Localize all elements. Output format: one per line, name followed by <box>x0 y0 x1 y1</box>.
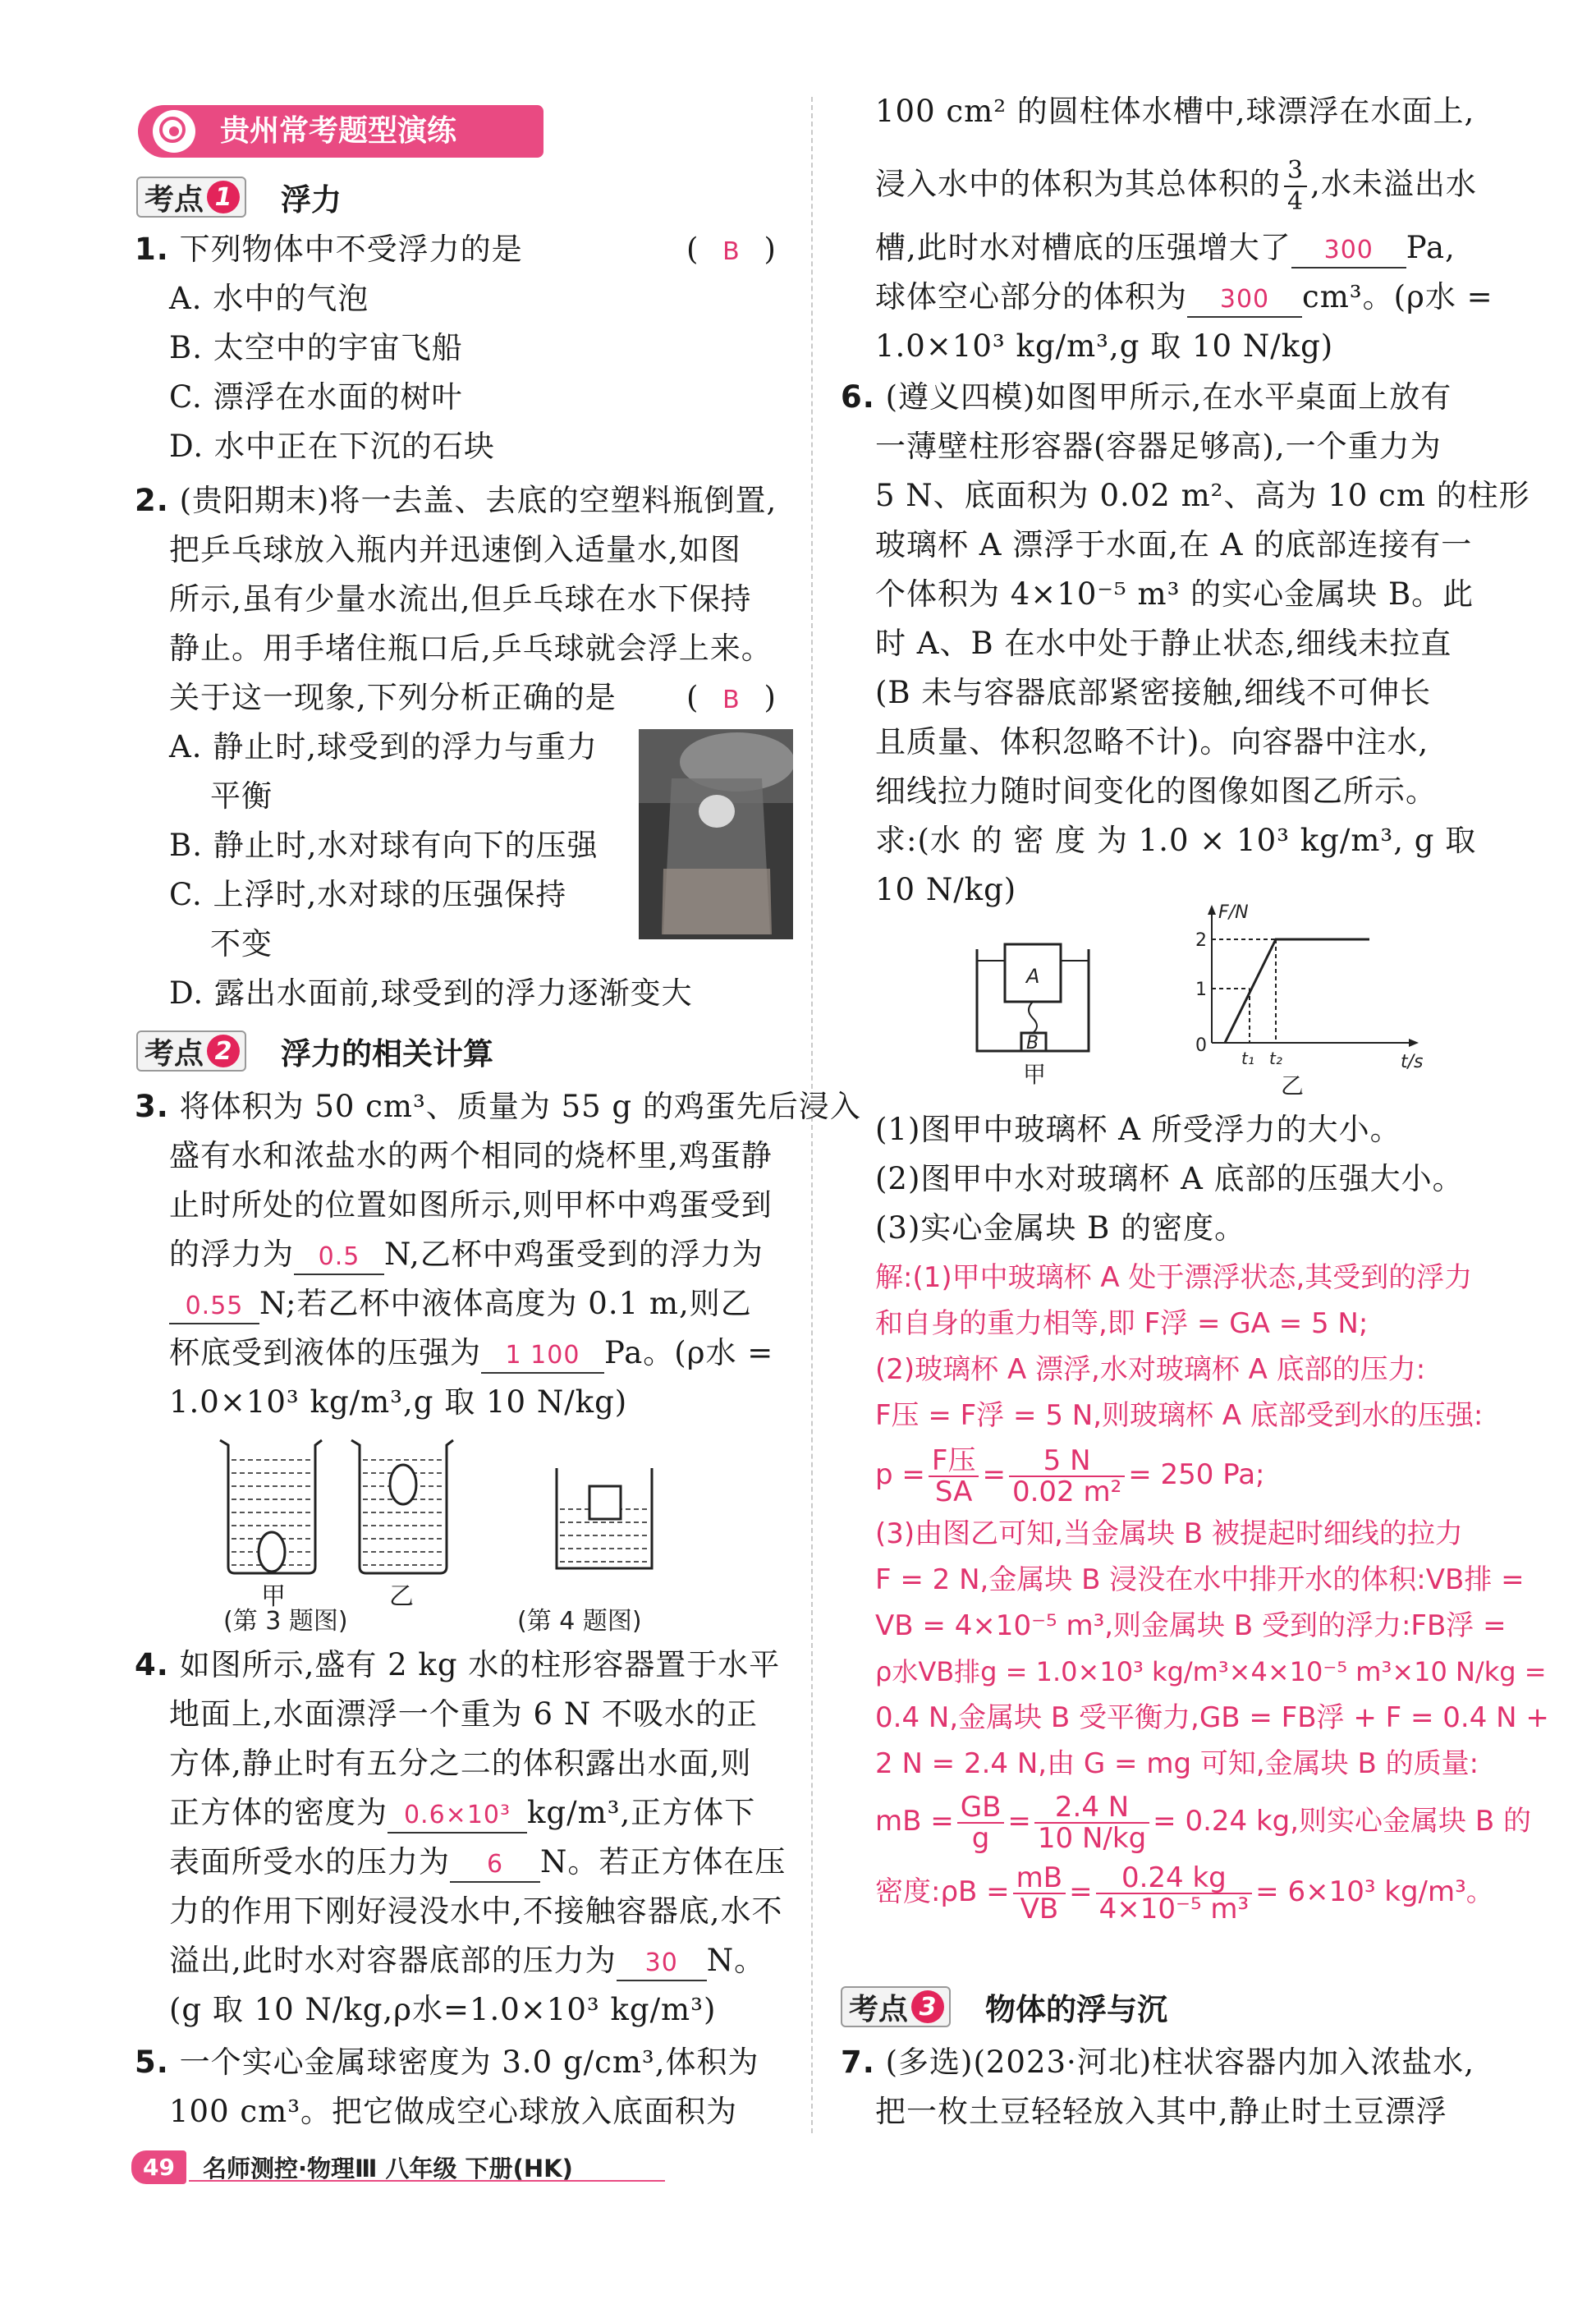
question-2-line: 所示,虽有少量水流出,但乒乓球在水下保持 <box>169 581 752 617</box>
question-5-line: 100 cm² 的圆柱体水槽中,球漂浮在水面上, <box>875 94 1475 129</box>
question-6-line: 细线拉力随时间变化的图像如图乙所示。 <box>875 773 1437 809</box>
solution-line: VB = 4×10⁻⁵ m³,则金属块 B 受到的浮力:FB浮 = <box>875 1609 1507 1642</box>
question-6-line: 5 N、底面积为 0.02 m²、高为 10 cm 的柱形 <box>875 478 1530 513</box>
section-banner <box>138 105 543 158</box>
question-5-line: 100 cm³。把它做成空心球放入底面积为 <box>169 2094 738 2129</box>
figure-yi-graph <box>1195 903 1424 1099</box>
question-2-line: 关于这一现象,下列分析正确的是 <box>169 680 617 715</box>
sub-question: (3)实心金属块 B 的密度。 <box>875 1210 1246 1246</box>
solution-line: 和自身的重力相等,即 F浮 = GA = 5 N; <box>875 1307 1369 1340</box>
figure-caption: (第 3 题图) <box>223 1607 348 1632</box>
tick-label: 0 <box>1195 1035 1207 1056</box>
solution-line: (3)由图乙可知,当金属块 B 被提起时细线的拉力 <box>875 1517 1463 1550</box>
question-7-line: 7. (多选)(2023·河北)柱状容器内加入浓盐水, <box>841 2045 1475 2080</box>
question-6-line: 玻璃杯 A 漂浮于水面,在 A 的底部连接有一 <box>875 527 1473 562</box>
question-4-line: 正方体的密度为 0.6×10³ kg/m³,正方体下 <box>169 1790 755 1836</box>
option: D. 露出水面前,球受到的浮力逐渐变大 <box>169 975 693 1011</box>
solution-line: F压 = F浮 = 5 N,则玻璃杯 A 底部受到水的压强: <box>875 1399 1484 1432</box>
answer-blank: 0.6×10³ <box>388 1799 527 1834</box>
section-heading-3: 考点 3 物体的浮与沉 <box>841 1984 1167 2030</box>
option: B. 静止时,水对球有向下的压强 <box>169 828 598 863</box>
solution-line: F = 2 N,金属块 B 浸没在水中排开水的体积:VB排 = <box>875 1563 1525 1596</box>
question-4-line: 4. 如图所示,盛有 2 kg 水的柱形容器置于水平 <box>135 1647 781 1682</box>
question-4-line: 地面上,水面漂浮一个重为 6 N 不吸水的正 <box>169 1696 758 1732</box>
answer-bracket: ( B ) <box>686 675 776 723</box>
beaker-jia <box>220 1440 322 1573</box>
tick-label: t₂ <box>1269 1049 1282 1068</box>
question-2-line: 静止。用手堵住瓶口后,乒乓球就会浮上来。 <box>169 631 773 666</box>
question-3-line: 的浮力为 0.5 N,乙杯中鸡蛋受到的浮力为 <box>169 1232 764 1278</box>
answer-blank: 6 <box>450 1848 540 1883</box>
question-3-line: 止时所处的位置如图所示,则甲杯中鸡蛋受到 <box>169 1187 773 1223</box>
tick-label: t₁ <box>1241 1049 1254 1068</box>
q6-figures <box>941 903 1450 1100</box>
question-6-line: 求:(水 的 密 度 为 1.0 × 10³ kg/m³, g 取 <box>875 823 1477 858</box>
figure-label: 乙 <box>389 1582 414 1611</box>
answer-choice: B <box>722 686 740 714</box>
question-6-line: 10 N/kg) <box>875 872 1017 907</box>
option: A. 水中的气泡 <box>169 281 369 316</box>
option: C. 漂浮在水面的树叶 <box>169 379 463 415</box>
container-q4 <box>557 1468 652 1568</box>
question-6-line: (B 未与容器底部紧密接触,细线不可伸长 <box>875 675 1432 710</box>
sub-question: (1)图甲中玻璃杯 A 所受浮力的大小。 <box>875 1112 1401 1147</box>
section-heading-1: 考点 1 浮力 <box>136 174 342 220</box>
question-3-line: 1.0×10³ kg/m³,g 取 10 N/kg) <box>169 1384 628 1420</box>
answer-blank: 1 100 <box>481 1339 604 1374</box>
answer-bracket: ( B ) <box>686 227 776 275</box>
answer-choice: B <box>722 237 740 266</box>
question-6-line: 个体积为 4×10⁻⁵ m³ 的实心金属块 B。此 <box>875 576 1474 612</box>
question-3-line: 盛有水和浓盐水的两个相同的烧杯里,鸡蛋静 <box>169 1138 773 1173</box>
footer-rule <box>189 2180 665 2182</box>
question-6-line: 6. (遵义四模)如图甲所示,在水平桌面上放有 <box>841 379 1452 415</box>
question-4-line: (g 取 10 N/kg,ρ水=1.0×10³ kg/m³) <box>169 1992 717 2027</box>
question-4-line: 方体,静止时有五分之二的体积露出水面,则 <box>169 1746 752 1781</box>
sub-question: (2)图甲中水对玻璃杯 A 底部的压强大小。 <box>875 1161 1464 1196</box>
solution-line: 0.4 N,金属块 B 受平衡力,GB = FB浮 + F = 0.4 N + <box>875 1701 1549 1734</box>
bottle-photo <box>639 729 793 939</box>
answer-blank: 0.5 <box>294 1241 384 1275</box>
question-5-line: 球体空心部分的体积为 300 cm³。(ρ水 = <box>875 274 1493 320</box>
solution-line: p = $\frac{\text{F压}}{SA}$ = $\frac{5 N}{\text{0.02 m²}}$ = 250 Pa; <box>875 1443 1265 1508</box>
axis-label-x: t/s <box>1401 1052 1424 1072</box>
question-5-line: 浸入水中的体积为其总体积的 $\frac{3}{4}$ ,水未溢出水 <box>875 156 1477 216</box>
page-number: 49 <box>131 2150 186 2184</box>
question-3-line: 杯底受到液体的压强为 1 100 Pa。(ρ水 = <box>169 1330 773 1376</box>
question-7-line: 把一枚土豆轻轻放入其中,静止时土豆漂浮 <box>875 2094 1447 2129</box>
question-6-line: 时 A、B 在水中处于静止状态,细线未拉直 <box>875 626 1452 661</box>
figure-label: 甲 <box>1023 1061 1047 1088</box>
figure-caption: (第 4 题图) <box>517 1607 642 1632</box>
beaker-yi <box>351 1440 453 1573</box>
question-2-line: 2. (贵阳期末)将一去盖、去底的空塑料瓶倒置, <box>135 483 777 518</box>
question-4-line: 表面所受水的压力为 6 N。若正方体在压 <box>169 1839 786 1885</box>
option: A. 静止时,球受到的浮力与重力 <box>169 729 598 764</box>
axis-label-y: F/N <box>1218 903 1249 923</box>
answer-blank: 0.55 <box>169 1290 259 1324</box>
answer-blank: 300 <box>1291 234 1406 268</box>
solution-line: 2 N = 2.4 N,由 G = mg 可知,金属块 B 的质量: <box>875 1747 1479 1780</box>
answer-blank: 300 <box>1187 283 1302 318</box>
solution-line: 密度:ρB = $\frac{mB}{VB}$ = $\frac{0.24 kg}{\text{4×10⁻⁵ m³}}$ = 6×10³ kg/m³。 <box>875 1861 1494 1925</box>
label-b: B <box>1026 1033 1039 1053</box>
banner-title: 贵州常考题型演练 <box>220 114 457 148</box>
figure-label: 甲 <box>261 1582 286 1611</box>
question-5-line: 5. 一个实心金属球密度为 3.0 g/cm³,体积为 <box>135 2045 759 2080</box>
option: 不变 <box>210 926 273 962</box>
beaker-figures <box>213 1435 722 1632</box>
question-5-line: 槽,此时水对槽底的压强增大了 300 Pa, <box>875 225 1456 271</box>
section-title: 物体的浮与沉 <box>985 1992 1168 2027</box>
target-icon <box>153 110 195 153</box>
question-4-line: 溢出,此时水对容器底部的压力为 30 N。 <box>169 1938 765 1984</box>
option: C. 上浮时,水对球的压强保持 <box>169 877 567 912</box>
section-title: 浮力的相关计算 <box>281 1036 494 1072</box>
question-3-line: 3. 将体积为 50 cm³、质量为 55 g 的鸡蛋先后浸入 <box>135 1089 861 1124</box>
tension-curve <box>1225 939 1369 1043</box>
solution-line: ρ水VB排g = 1.0×10³ kg/m³×4×10⁻⁵ m³×10 N/kg = <box>875 1656 1547 1687</box>
question-5-line: 1.0×10³ kg/m³,g 取 10 N/kg) <box>875 328 1334 364</box>
solution-line: 解:(1)甲中玻璃杯 A 处于漂浮状态,其受到的浮力 <box>875 1261 1473 1294</box>
question-2-line: 把乒乓球放入瓶内并迅速倒入适量水,如图 <box>169 532 741 567</box>
solution-line: mB = $\frac{GB}{g}$ = $\frac{2.4 N}{10 N/kg}$ = 0.24 kg,则实心金属块 B 的 <box>875 1790 1531 1855</box>
answer-blank: 30 <box>617 1947 707 1981</box>
question-6-line: 一薄壁柱形容器(容器足够高),一个重力为 <box>875 429 1442 464</box>
book-title: 名师测控·物理Ⅲ 八年级 下册(HK) <box>202 2154 573 2182</box>
label-a: A <box>1026 965 1040 988</box>
option: D. 水中正在下沉的石块 <box>169 429 495 464</box>
section-title: 浮力 <box>281 182 342 218</box>
figure-label: 乙 <box>1281 1072 1305 1099</box>
option: 平衡 <box>210 778 273 814</box>
solution-line: (2)玻璃杯 A 漂浮,水对玻璃杯 A 底部的压力: <box>875 1353 1426 1386</box>
question-1-stem: 1. 下列物体中不受浮力的是 <box>135 232 523 267</box>
option: B. 太空中的宇宙飞船 <box>169 330 463 365</box>
question-6-line: 且质量、体积忽略不计)。向容器中注水, <box>875 724 1429 760</box>
figure-jia <box>977 944 1089 1088</box>
section-heading-2: 考点 2 浮力的相关计算 <box>136 1028 493 1074</box>
tick-label: 2 <box>1195 930 1207 951</box>
tick-label: 1 <box>1195 980 1207 1000</box>
question-3-line: 0.55 N;若乙杯中液体高度为 0.1 m,则乙 <box>169 1281 752 1327</box>
question-4-line: 力的作用下刚好浸没水中,不接触容器底,水不 <box>169 1893 783 1929</box>
